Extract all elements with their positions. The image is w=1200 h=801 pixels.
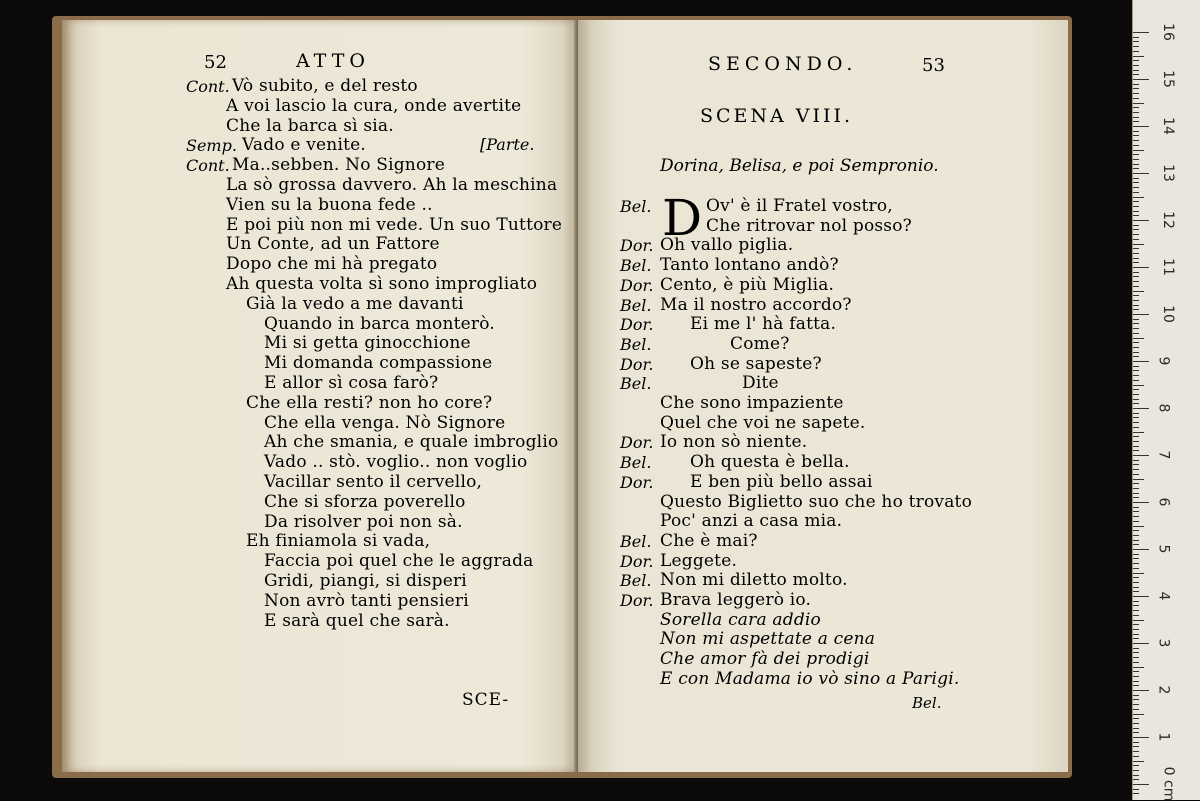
ruler-tick <box>1133 507 1139 508</box>
ruler-tick <box>1133 276 1139 277</box>
verse-line: Vò subito, e del resto <box>232 76 418 96</box>
ruler-tick <box>1133 305 1139 306</box>
verse-line: Cento, è più Miglia. <box>660 274 835 295</box>
right-running-head: SECONDO. <box>708 53 858 75</box>
ruler-tick <box>1133 455 1149 456</box>
ruler-tick <box>1133 356 1139 357</box>
ruler-label: 10 <box>1159 305 1176 323</box>
ruler-tick <box>1133 150 1144 151</box>
ruler-tick <box>1133 399 1139 400</box>
verse-line: Mi domanda compassione <box>264 353 493 374</box>
verse-line: Come? <box>730 333 790 354</box>
ruler-tick <box>1133 79 1149 80</box>
verse-line: Dopo che mi hà pregato <box>226 254 438 275</box>
ruler-tick <box>1133 460 1139 461</box>
ruler-tick <box>1133 159 1139 160</box>
ruler-tick <box>1133 450 1139 451</box>
ruler-tick <box>1133 248 1139 249</box>
verse-line: Gridi, piangi, si disperi <box>264 571 467 591</box>
ruler-tick <box>1133 385 1144 386</box>
verse-line: Che ella venga. Nò Signore <box>264 412 506 433</box>
ruler-tick <box>1133 493 1139 494</box>
ruler-tick <box>1133 643 1149 644</box>
ruler-tick <box>1133 582 1139 583</box>
ruler-tick <box>1133 699 1139 700</box>
ruler-tick <box>1133 187 1139 188</box>
verse-line: Faccia poi quel che le aggrada <box>264 551 534 572</box>
ruler-tick <box>1133 540 1139 541</box>
verse-line: Poc' anzi a casa mia. <box>660 511 843 532</box>
speaker-label: Dor. <box>620 433 654 453</box>
ruler-tick <box>1133 714 1144 715</box>
ruler-tick <box>1133 516 1139 517</box>
ruler-label: 12 <box>1159 211 1176 229</box>
ruler-tick <box>1133 126 1149 127</box>
speaker-label: Dor. <box>620 472 654 492</box>
ruler-tick <box>1133 291 1144 292</box>
speaker-label: Bel. <box>620 256 652 276</box>
speaker-label: Dor. <box>620 236 654 256</box>
ruler-tick <box>1133 319 1139 320</box>
verse-line: Che si sforza poverello <box>264 491 466 512</box>
speaker-label: Dor. <box>620 591 654 610</box>
ruler-tick <box>1133 728 1139 729</box>
speaker-label: Bel. <box>620 334 652 354</box>
ruler-tick <box>1133 667 1144 668</box>
speaker-label: Bel. <box>620 453 652 473</box>
ruler-tick <box>1133 535 1139 536</box>
ruler-tick <box>1133 281 1139 282</box>
ruler-tick <box>1133 596 1149 597</box>
ruler-tick <box>1133 46 1139 47</box>
verse-line: Già la vedo a me davanti <box>246 293 464 314</box>
ruler-tick <box>1133 253 1139 254</box>
ruler-tick <box>1133 178 1139 179</box>
ruler-tick <box>1133 671 1139 672</box>
ruler-tick <box>1133 135 1139 136</box>
speaker-label: Dor. <box>620 315 654 335</box>
ruler-tick <box>1133 342 1139 343</box>
verse-line: Eh finiamola si vada, <box>246 531 431 552</box>
verse-line: E allor sì cosa farò? <box>264 373 439 393</box>
ruler-label: 9 <box>1155 356 1172 366</box>
verse-line: Questo Biglietto suo che ho trovato <box>660 491 973 512</box>
verse-line: Io non sò niente. <box>660 432 808 453</box>
ruler-tick <box>1133 225 1139 226</box>
ruler-tick <box>1133 469 1139 470</box>
ruler-label: 15 <box>1159 70 1176 88</box>
verse-line: Che ritrovar nol posso? <box>706 215 912 236</box>
verse-line: Che amor fà dei prodigi <box>660 649 870 670</box>
ruler-tick <box>1133 74 1139 75</box>
speaker-label: Semp. <box>186 136 237 156</box>
scene-title: SCENA VIII. <box>700 105 854 127</box>
verse-line: Sorella cara addio <box>660 609 821 630</box>
ruler-label: 8 <box>1155 403 1172 413</box>
verse-line: E ben più bello assai <box>690 471 873 492</box>
ruler-tick <box>1133 751 1139 752</box>
verse-line: Che è mai? <box>660 530 758 551</box>
ruler-tick <box>1133 793 1139 794</box>
ruler-tick <box>1133 352 1139 353</box>
ruler-tick <box>1133 479 1144 480</box>
ruler-tick <box>1133 370 1139 371</box>
ruler-tick <box>1133 591 1139 592</box>
ruler-tick <box>1133 154 1139 155</box>
ruler-tick <box>1133 121 1139 122</box>
ruler-tick <box>1133 784 1149 785</box>
ruler-tick <box>1133 347 1139 348</box>
ruler-tick <box>1133 587 1139 588</box>
ruler-tick <box>1133 427 1139 428</box>
ruler-tick <box>1133 704 1139 705</box>
verse-line: Tanto lontano andò? <box>660 255 839 276</box>
speaker-label: Dor. <box>620 275 654 295</box>
ruler-tick <box>1133 37 1139 38</box>
ruler-tick <box>1133 192 1139 193</box>
ruler-tick <box>1133 112 1139 113</box>
verse-line: Da risolver poi non sà. <box>264 511 463 532</box>
ruler-label: 5 <box>1155 544 1172 554</box>
ruler-tick <box>1133 103 1144 104</box>
ruler-tick <box>1133 413 1139 414</box>
ruler-tick <box>1133 544 1139 545</box>
ruler-tick <box>1133 380 1139 381</box>
ruler-label: 6 <box>1155 497 1172 507</box>
ruler-tick <box>1133 441 1139 442</box>
verse-line: Che sono impaziente <box>660 393 844 413</box>
ruler-tick <box>1133 164 1139 165</box>
ruler-tick <box>1133 32 1149 33</box>
verse-line: A voi lascio la cura, onde avertite <box>226 95 522 116</box>
measuring-ruler <box>1132 0 1200 800</box>
ruler-tick <box>1133 389 1139 390</box>
ruler-tick <box>1133 375 1139 376</box>
speaker-label: Dor. <box>620 354 654 374</box>
ruler-tick <box>1133 638 1139 639</box>
ruler-tick <box>1133 88 1139 89</box>
ruler-tick <box>1133 446 1139 447</box>
ruler-tick <box>1133 56 1144 57</box>
drop-cap: D <box>662 189 703 247</box>
ruler-tick <box>1133 394 1139 395</box>
speaker-label: Cont. <box>186 77 230 96</box>
ruler-tick <box>1133 328 1139 329</box>
ruler-tick <box>1133 497 1139 498</box>
ruler-tick <box>1133 436 1139 437</box>
ruler-tick <box>1133 131 1139 132</box>
ruler-label: 3 <box>1155 638 1172 648</box>
ruler-label: 2 <box>1155 685 1172 695</box>
ruler-tick <box>1133 634 1139 635</box>
ruler-tick <box>1133 775 1139 776</box>
ruler-tick <box>1133 338 1144 339</box>
verse-line: Brava leggerò io. <box>660 590 812 610</box>
ruler-label: 1 <box>1155 732 1172 742</box>
ruler-label: 4 <box>1155 591 1172 601</box>
left-page-number: 52 <box>204 52 227 73</box>
verse-line: Un Conte, ad un Fattore <box>226 234 440 255</box>
ruler-tick <box>1133 107 1139 108</box>
ruler-tick <box>1133 229 1139 230</box>
ruler-tick <box>1133 746 1139 747</box>
ruler-tick <box>1133 526 1144 527</box>
ruler-tick <box>1133 239 1139 240</box>
verse-line: Non mi diletto molto. <box>660 570 848 591</box>
ruler-tick <box>1133 65 1139 66</box>
verse-line: Mi si getta ginocchione <box>264 333 471 354</box>
verse-line: Oh questa è bella. <box>690 452 850 473</box>
verse-line: Ma..sebben. No Signore <box>232 155 445 176</box>
ruler-tick <box>1133 145 1139 146</box>
verse-line: E poi più non mi vede. Un suo Tuttore <box>226 214 563 235</box>
ruler-tick <box>1133 403 1139 404</box>
ruler-tick <box>1133 629 1139 630</box>
ruler-tick <box>1133 681 1139 682</box>
ruler-tick <box>1133 206 1139 207</box>
ruler-tick <box>1133 765 1139 766</box>
left-running-head: ATTO <box>296 50 370 72</box>
ruler-tick <box>1133 422 1139 423</box>
ruler-tick <box>1133 605 1139 606</box>
ruler-tick <box>1133 502 1149 503</box>
ruler-tick <box>1133 483 1139 484</box>
speaker-label: Bel. <box>620 374 652 394</box>
verse-line: Ah che smania, e quale imbroglio <box>264 432 559 453</box>
ruler-tick <box>1133 789 1139 790</box>
verse-line: Oh vallo piglia. <box>660 235 794 256</box>
ruler-tick <box>1133 361 1149 362</box>
ruler-label: 11 <box>1159 258 1176 276</box>
ruler-tick <box>1133 652 1139 653</box>
ruler-tick <box>1133 41 1139 42</box>
ruler-tick <box>1133 272 1139 273</box>
ruler-tick <box>1133 521 1139 522</box>
ruler-label: 14 <box>1159 117 1176 135</box>
ruler-tick <box>1133 182 1139 183</box>
ruler-label: 16 <box>1159 23 1176 41</box>
ruler-tick <box>1133 464 1139 465</box>
verse-line: Quel che voi ne sapete. <box>660 412 866 433</box>
ruler-tick <box>1133 761 1144 762</box>
right-page-number: 53 <box>922 55 945 76</box>
ruler-tick <box>1133 620 1144 621</box>
verse-line: Non mi aspettate a cena <box>660 629 876 650</box>
ruler-tick <box>1133 408 1149 409</box>
ruler-tick <box>1133 267 1149 268</box>
speaker-label: Cont. <box>186 156 230 176</box>
ruler-tick <box>1133 244 1144 245</box>
ruler-tick <box>1133 690 1149 691</box>
ruler-tick <box>1133 262 1139 263</box>
ruler-tick <box>1133 366 1139 367</box>
verse-line: Vado .. stò. voglio.. non voglio <box>264 452 528 473</box>
ruler-tick <box>1133 662 1139 663</box>
ruler-tick <box>1133 201 1139 202</box>
ruler-tick <box>1133 488 1139 489</box>
verse-line: Ma il nostro accordo? <box>660 294 852 315</box>
ruler-tick <box>1133 314 1149 315</box>
ruler-tick <box>1133 197 1144 198</box>
verse-line: Ah questa volta sì sono improgliato <box>226 274 538 294</box>
ruler-tick <box>1133 84 1139 85</box>
ruler-tick <box>1133 220 1149 221</box>
ruler-label: 0 cm <box>1160 766 1177 801</box>
ruler-tick <box>1133 295 1139 296</box>
ruler-tick <box>1133 117 1139 118</box>
ruler-tick <box>1133 732 1139 733</box>
ruler-tick <box>1133 300 1139 301</box>
speaker-label: Dor. <box>620 551 654 571</box>
stage-direction: [Parte. <box>480 135 535 154</box>
ruler-tick <box>1133 140 1139 141</box>
verse-line: Non avrò tanti pensieri <box>264 590 469 611</box>
ruler-tick <box>1133 563 1139 564</box>
verse-line: La sò grossa davvero. Ah la meschina <box>226 175 558 195</box>
verse-line: Che ella resti? non ho core? <box>246 392 493 413</box>
speaker-label: Bel. <box>620 531 652 551</box>
ruler-tick <box>1133 624 1139 625</box>
ruler-tick <box>1133 742 1139 743</box>
left-catchword: SCE- <box>462 690 510 710</box>
ruler-label: 7 <box>1155 450 1172 460</box>
ruler-tick <box>1133 695 1139 696</box>
verse-line: Ov' è il Fratel vostro, <box>706 196 893 216</box>
ruler-tick <box>1133 718 1139 719</box>
verse-line: Vado e venite. <box>242 135 366 156</box>
verse-line: Leggete. <box>660 550 738 571</box>
ruler-tick <box>1133 211 1139 212</box>
speaker-label: Bel. <box>620 197 652 216</box>
ruler-tick <box>1133 168 1139 169</box>
verse-line: E sarà quel che sarà. <box>264 610 450 631</box>
ruler-tick <box>1133 93 1139 94</box>
ruler-tick <box>1133 432 1144 433</box>
ruler-tick <box>1133 737 1149 738</box>
ruler-tick <box>1133 723 1139 724</box>
verse-line: Vien su la buona fede .. <box>226 194 433 215</box>
scene-characters: Dorina, Belisa, e poi Sempronio. <box>660 156 939 176</box>
verse-line: Ei me l' hà fatta. <box>690 314 837 335</box>
verse-line: Vacillar sento il cervello, <box>264 472 483 492</box>
ruler-label: 13 <box>1159 164 1176 182</box>
ruler-tick <box>1133 51 1139 52</box>
verse-line: Dite <box>742 373 779 394</box>
ruler-tick <box>1133 474 1139 475</box>
ruler-tick <box>1133 530 1139 531</box>
ruler-tick <box>1133 417 1139 418</box>
ruler-tick <box>1133 234 1139 235</box>
ruler-tick <box>1133 779 1139 780</box>
ruler-tick <box>1133 258 1139 259</box>
ruler-tick <box>1133 323 1139 324</box>
ruler-tick <box>1133 770 1139 771</box>
ruler-tick <box>1133 577 1139 578</box>
ruler-tick <box>1133 60 1139 61</box>
ruler-tick <box>1133 676 1139 677</box>
ruler-tick <box>1133 558 1139 559</box>
right-catchword: Bel. <box>912 694 942 712</box>
ruler-tick <box>1133 98 1139 99</box>
ruler-tick <box>1133 657 1139 658</box>
ruler-tick <box>1133 573 1144 574</box>
speaker-label: Bel. <box>620 295 652 315</box>
ruler-tick <box>1133 215 1139 216</box>
ruler-tick <box>1133 173 1149 174</box>
speaker-label: Bel. <box>620 571 652 591</box>
ruler-tick <box>1133 70 1139 71</box>
ruler-tick <box>1133 568 1139 569</box>
ruler-tick <box>1133 648 1139 649</box>
ruler-tick <box>1133 685 1139 686</box>
ruler-tick <box>1133 511 1139 512</box>
ruler-tick <box>1133 286 1139 287</box>
ruler-tick <box>1133 709 1139 710</box>
ruler-tick <box>1133 756 1139 757</box>
verse-line: E con Madama io vò sino a Parigi. <box>660 668 960 689</box>
verse-line: Quando in barca monterò. <box>264 313 495 334</box>
verse-line: Oh se sapeste? <box>690 353 822 374</box>
verse-line: Che la barca sì sia. <box>226 115 394 136</box>
ruler-tick <box>1133 610 1139 611</box>
ruler-tick <box>1133 554 1139 555</box>
ruler-tick <box>1133 549 1149 550</box>
ruler-tick <box>1133 333 1139 334</box>
ruler-tick <box>1133 601 1139 602</box>
ruler-tick <box>1133 309 1139 310</box>
ruler-tick <box>1133 615 1139 616</box>
